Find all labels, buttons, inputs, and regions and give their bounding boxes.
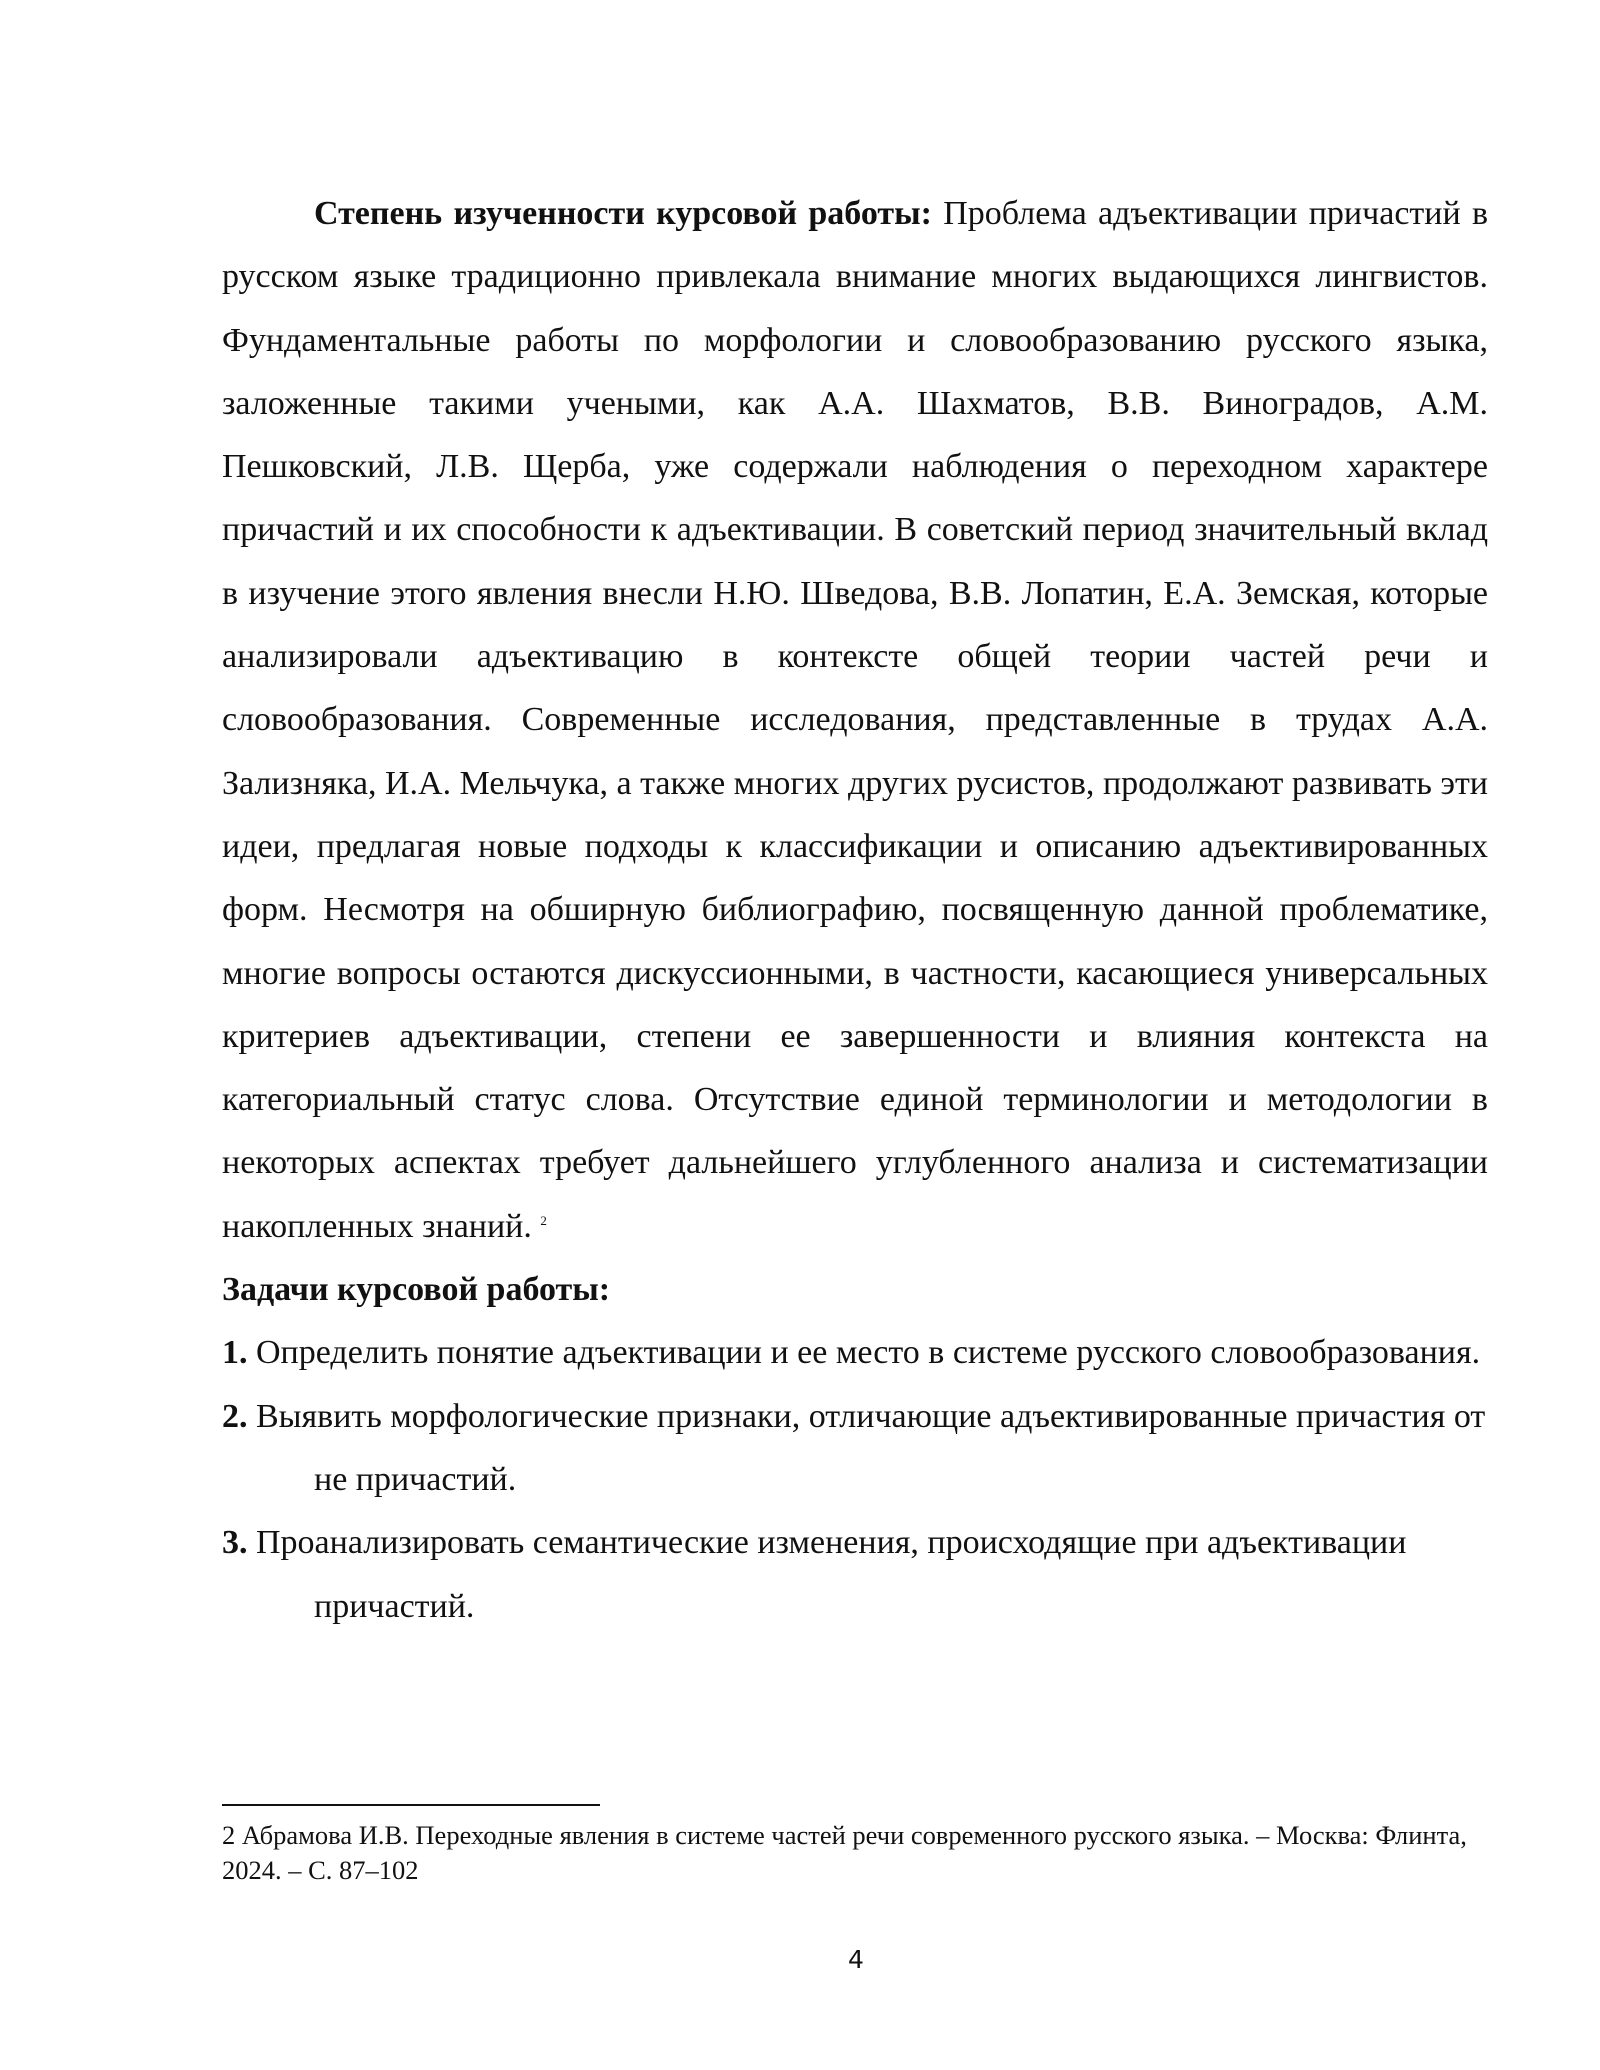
task-item	[222, 1321, 1488, 1384]
page-number: 4	[848, 1945, 864, 1974]
paragraph-text: Проблема адъективации причастий в русском языке традиционно привлекала внимание многих выдающихся лингвистов. Фундаментальные работы по морфологии и словообразованию русского языка, заложенные такими учеными, как А.А. Шахматов, В.В. Виноградов, А.М. Пешковский, Л.В. Щерба, уже содержали наблюдения о переходном характере причастий и их способности к адъективации. В советский период значительный вклад в изучение этого явления внесли Н.Ю. Шведова, В.В. Лопатин, Е.А. Земская, которые анализировали адъективацию в контексте общей теории частей речи и словообразования. Современные исследования, представленные в трудах А.А. Зализняка, И.А. Мельчука, а также многих других русистов, продолжают развивать эти идеи, предлагая новые подходы к классификации и описанию адъективированных форм. Несмотря на обширную библиографию, посвященную данной проблематике, многие вопросы остаются дискуссионными, в частности, касающиеся универсальных критериев адъективации, степени ее завершенности и влияния контекста на категориальный статус слова. Отсутствие единой терминологии и методологии в некоторых аспектах требует дальнейшего углубленного анализа и систематизации накопленных знаний.	[222, 195, 1489, 1245]
task-number: 2.	[222, 1397, 248, 1435]
tasks-heading: Задачи курсовой работы:	[222, 1271, 611, 1309]
task-text: Выявить морфологические признаки, отличающие адъективированные причастия от не причастий.	[256, 1397, 1486, 1498]
task-number: 3.	[222, 1524, 248, 1562]
main-text	[222, 182, 1488, 1638]
footnote-reference[interactable]: 2	[540, 1212, 547, 1228]
study-degree-paragraph	[222, 182, 1488, 1258]
paragraph-lead: Степень изученности курсовой работы:	[314, 195, 932, 232]
task-number: 1.	[222, 1334, 248, 1372]
task-text: Проанализировать семантические изменения, происходящие при адъективации причастий.	[256, 1524, 1407, 1625]
task-text: Определить понятие адъективации и ее место в системе русского словообразования.	[256, 1334, 1481, 1372]
footnote-text: 2 Абрамова И.В. Переходные явления в системе частей речи современного русского языка. – Москва: Флинта, 2024. – С. 87–102	[222, 1820, 1467, 1885]
task-item	[222, 1385, 1488, 1512]
footnote-separator	[222, 1804, 600, 1806]
task-item	[222, 1511, 1488, 1638]
